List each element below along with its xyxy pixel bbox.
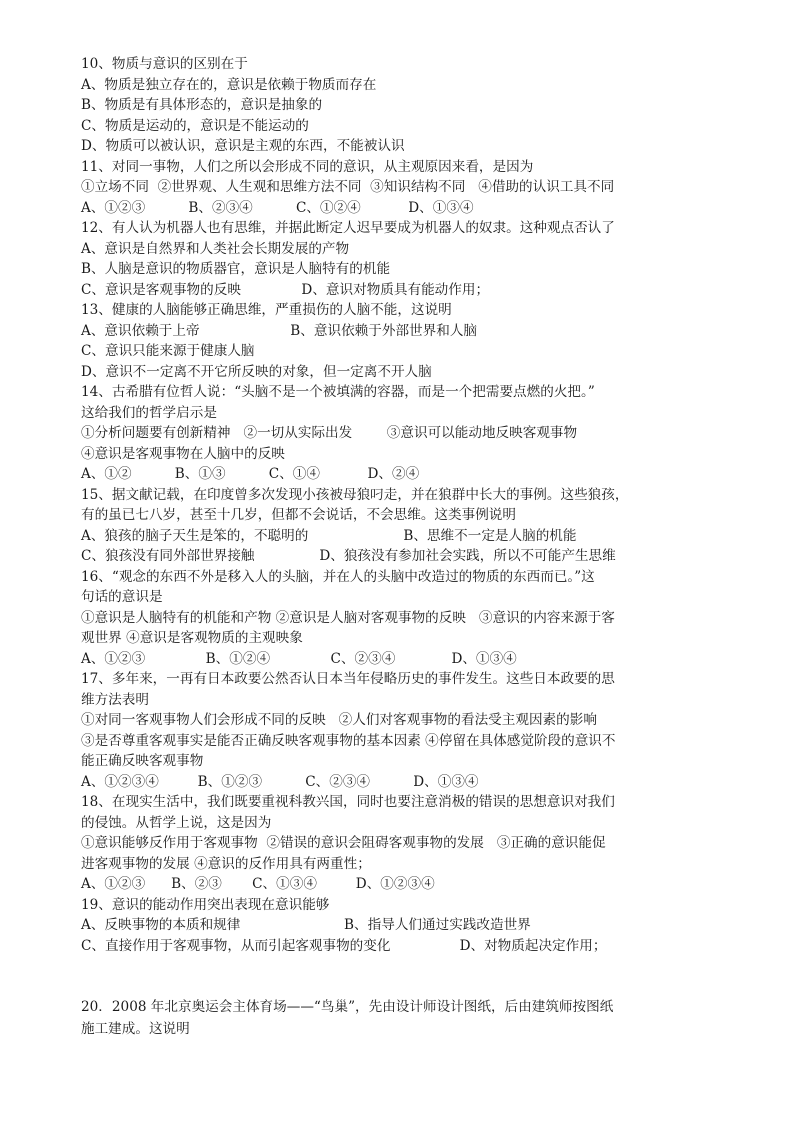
question-line: A、意识是自然界和人类社会长期发展的产物 (81, 240, 350, 257)
question-line: 维方法表明 (81, 691, 149, 708)
question-block (81, 669, 721, 792)
question-line: ③是否尊重客观事实是能否正确反映客观事物的基本因素 ④停留在具体感觉阶段的意识不 (81, 732, 616, 749)
question-list (81, 54, 721, 956)
question-line: 句话的意识是 (81, 589, 163, 605)
question-line: 10、物质与意识的区别在于 (81, 56, 248, 72)
question-line: A、①②③ B、②③ C、①③④ D、①②③④ (81, 876, 435, 892)
question-line: 11、对同一事物，人们之所以会形成不同的意识，从主观原因来看，是因为 (81, 158, 534, 175)
question-line: A、①② B、①③ C、①④ D、②④ (81, 466, 420, 482)
question-line: 15、据文献记载，在印度曾多次发现小孩被母狼叼走，并在狼群中长大的事例。这些狼孩， (81, 486, 629, 503)
question-line: 14、古希腊有位哲人说：“头脑不是一个被填满的容器，而是一个把需要点燃的火把。” (81, 384, 595, 400)
question-line: 17、多年来，一再有日本政要公然否认日本当年侵略历史的事件发生。这些日本政要的思 (81, 671, 615, 687)
question-line: C、意识是客观事物的反映 D、意识对物质具有能动作用； (81, 281, 490, 298)
question-line: 观世界 ④意识是客观物质的主观映象 (81, 630, 303, 646)
question-line: 有的虽已七八岁，甚至十几岁，但都不会说话，不会思维。这类事例说明 (81, 507, 516, 523)
question-line: 20．2008 年北京奥运会主体育场——“鸟巢”，先由设计师设计图纸，后由建筑师按图纸 (81, 999, 614, 1015)
question-block (81, 567, 721, 670)
question-line: A、①②③④ B、①②③ C、②③④ D、①③④ (81, 773, 479, 790)
question-line: ①意识是人脑特有的机能和产物 ②意识是人脑对客观事物的反映 ③意识的内容来源于客 (81, 609, 615, 626)
question-line: A、意识依赖于上帝 B、意识依赖于外部世界和人脑 (81, 322, 478, 339)
question-line: C、直接作用于客观事物，从而引起客观事物的变化 D、对物质起决定作用； (81, 937, 607, 954)
document-page (81, 54, 721, 1040)
question-line: ①意识能够反作用于客观事物 ②错误的意识会阻碍客观事物的发展 ③正确的意识能促 (81, 835, 606, 851)
question-line: A、反映事物的本质和规律 B、指导人们通过实践改造世界 (81, 917, 531, 933)
question-line: ①对同一客观事物人们会形成不同的反映 ②人们对客观事物的看法受主观因素的影响 (81, 712, 597, 728)
question-line: 12、有人认为机器人也有思维，并据此断定人迟早要成为机器人的奴隶。这种观点否认了 (81, 220, 615, 236)
question-block (81, 300, 721, 382)
question-line: D、意识不一定离不开它所反映的对象，但一定离不开人脑 (81, 363, 432, 380)
question-line: B、人脑是意识的物质器官，意识是人脑特有的机能 (81, 261, 391, 277)
question-block (81, 485, 721, 567)
question-line: A、①②③ B、①②④ C、②③④ D、①③④ (81, 650, 517, 667)
question-block (81, 54, 721, 157)
question-block (81, 792, 721, 895)
question-block (81, 218, 721, 300)
question-line: C、狼孩没有同外部世界接触 D、狼孩没有参加社会实践，所以不可能产生思维 (81, 548, 616, 564)
question-block (81, 895, 721, 957)
question-line: C、意识只能来源于健康人脑 (81, 343, 255, 359)
question-block (81, 157, 721, 219)
question-line: 的侵蚀。从哲学上说，这是因为 (81, 814, 272, 831)
question-line: 能正确反映客观事物 (81, 753, 204, 769)
question-line: D、物质可以被认识，意识是主观的东西，不能被认识 (81, 138, 405, 154)
question-block (81, 382, 721, 485)
question-line: 16、“观念的东西不外是移入人的头脑，并在人的头脑中改造过的物质的东西而已。”这 (81, 568, 595, 585)
question-line: A、物质是独立存在的，意识是依赖于物质而存在 (81, 76, 377, 93)
question-line: ①立场不同 ②世界观、人生观和思维方法不同 ③知识结构不同 ④借助的认识工具不同 (81, 179, 615, 195)
question-line: A、狼孩的脑子天生是笨的，不聪明的 B、思维不一定是人脑的机能 (81, 527, 577, 544)
question-line: 施工建成。这说明 (81, 1021, 190, 1037)
question-line: A、①②③ B、②③④ C、①②④ D、①③④ (81, 199, 474, 216)
question-line: B、物质是有具体形态的，意识是抽象的 (81, 97, 323, 113)
question-line: ④意识是客观事物在人脑中的反映 (81, 445, 285, 462)
question-line: 进客观事物的发展 ④意识的反作用具有两重性； (81, 855, 371, 872)
question-line: 19、意识的能动作用突出表现在意识能够 (81, 896, 330, 913)
question-line: 18、在现实生活中，我们既要重视科教兴国，同时也要注意消极的错误的思想意识对我们 (81, 794, 615, 810)
question-line: ①分析问题要有创新精神 ②一切从实际出发 ③意识可以能动地反映客观事物 (81, 425, 578, 441)
question-20 (81, 996, 721, 1040)
question-line: 13、健康的人脑能够正确思维，严重损伤的人脑不能，这说明 (81, 302, 452, 318)
question-line: C、物质是运动的，意识是不能运动的 (81, 117, 309, 134)
question-line: 这给我们的哲学启示是 (81, 404, 217, 421)
